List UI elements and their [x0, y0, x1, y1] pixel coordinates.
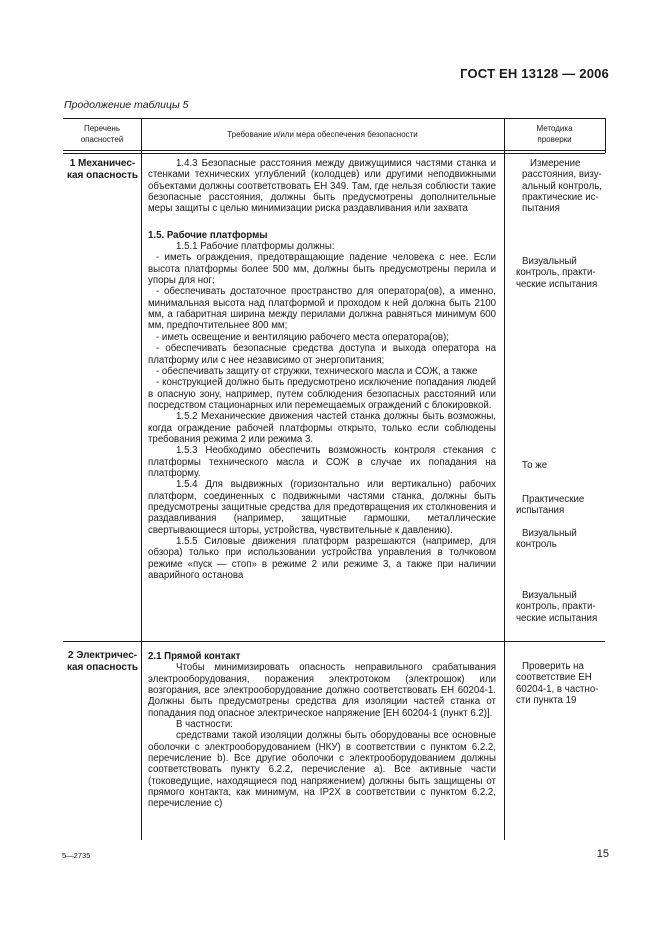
requirement-bullet: - конструкцией должно быть предусмотрено исключение попадания людей в опасную зону, например, путем соблюдения безопасных расстояний или посредством стационарных или перемещаемых ограждений с блокировкой.: [148, 377, 496, 411]
column-divider: [141, 118, 142, 840]
requirement-bullet: - иметь ограждения, предотвращающие падение человека с нее. Если высота платформы более 500 мм, должны быть предусмотрены перила и упоры для ног;: [148, 252, 496, 287]
hazard-line: 1 Механичес-: [69, 158, 136, 169]
method-line: ческие испытания: [516, 278, 598, 290]
electrical-paragraph: В частности:: [176, 719, 233, 731]
clause-1-5-3: 1.5.3 Необходимо обеспечить возможность контроля стекания с платформы технического масла и СОЖ в случае их попадания на платформу.: [148, 445, 496, 479]
method-line: контроль, практи-: [516, 267, 596, 279]
method-line: пытания: [522, 203, 560, 215]
clause-1-5-5: 1.5.5 Силовые движения платформ разрешаются (например, для обзора) только при использовании устройства управления в толчковом режиме «пуск — стоп» в режиме 2 или режиме 3, а также при наличии аварийного останова: [148, 536, 496, 582]
method-line: контроль: [516, 539, 557, 551]
row-separator: [63, 153, 605, 154]
method-line: расстояния, визу-: [522, 169, 602, 181]
requirements-mechanical: [148, 158, 496, 581]
hazard-line: 2 Электричес-: [67, 650, 138, 661]
column-header-hazards: [63, 123, 141, 145]
column-header-line: Перечень: [83, 124, 121, 133]
method-line: Измерение: [530, 158, 581, 169]
method-line: испытания: [516, 505, 565, 517]
hazard-electrical: [64, 650, 141, 673]
method-cell: [516, 661, 598, 706]
method-line: контроль, практи-: [516, 601, 596, 613]
method-line: Визуальный: [522, 256, 577, 267]
column-header-line: Методика: [536, 124, 573, 133]
table-continuation-caption: Продолжение таблицы 5: [64, 99, 189, 111]
header-bottom-border: [63, 150, 605, 151]
clause-1-5-4: 1.5.4 Для выдвижных (горизонтально или вертикально) рабочих платформ, соединенных с подвижными частями станка, должны быть предусмотрены защитные средства для предотвращения их столкновения и раздавливания (например, защитные гармошки, металлические свертывающиеся шторы, устройства, чувствительные к давлению).: [148, 479, 496, 536]
page-number: 15: [596, 848, 609, 860]
hazard-line: кая опасность: [66, 661, 139, 673]
method-line: Визуальный: [522, 528, 577, 539]
method-line: практические ис-: [522, 192, 599, 204]
document-standard-header: ГОСТ ЕН 13128 — 2006: [460, 66, 609, 81]
requirement-bullet: - иметь освещение и вентиляцию рабочего места оператора(ов);: [156, 331, 449, 343]
method-line: альный контроль,: [522, 180, 602, 192]
method-cell: [516, 590, 597, 624]
method-cell: [516, 256, 597, 290]
method-cell: [516, 494, 584, 517]
requirement-bullet: - обеспечивать достаточное пространство для оператора(ов), а именно, минимальная высота над платформой и проходом к ней должна быть 2100 мм, а габаритная ширина между перилами должна равняться минимум 600 мм, предпочтительнее 800 мм;: [148, 286, 496, 332]
method-line: То же: [522, 460, 548, 471]
method-line: сти пункта 19: [516, 695, 577, 707]
method-cell: [522, 158, 602, 215]
table-top-border: [63, 118, 605, 119]
method-cell: [516, 528, 577, 551]
hazard-line: кая опасность: [66, 169, 139, 181]
section-heading-platforms: 1.5. Рабочие платформы: [148, 229, 268, 241]
electrical-paragraph: Чтобы минимизировать опасность неправильного срабатывания электрооборудования, поражения электротоком (электрошок) или возгорания, все электрооборудование должно соответствовать ЕН 60204-1. Должны быть предусмотрены средства для изоляции частей станка от попадания под опасное электрическое напряжение [ЕН 60204-1 (пункт 6.2)].: [148, 662, 496, 719]
column-header-method: [504, 123, 605, 145]
method-line: соответствие ЕН: [516, 672, 592, 684]
method-line: Практические: [522, 494, 585, 505]
column-divider: [504, 118, 505, 840]
method-line: ческие испытания: [516, 612, 598, 624]
section-heading-direct-contact: 2.1 Прямой контакт: [148, 651, 241, 662]
table-right-border: [605, 118, 606, 153]
column-header-requirements: Требование и/или мера обеспечения безопасности: [227, 130, 418, 139]
column-header-line: проверки: [537, 135, 572, 144]
method-line: Визуальный: [522, 590, 577, 601]
requirement-bullet: - обеспечивать безопасные средства доступа и выхода оператора на платформу или с нее независимо от энергопитания;: [148, 343, 496, 366]
method-cell: [522, 460, 547, 471]
method-line: 60204-1, в частно-: [516, 683, 599, 695]
print-order-code: 5—2735: [62, 851, 91, 860]
clause-1-4-3: 1.4.3 Безопасные расстояния между движущимися частями станка и стенками технических углублений (колодцев) или другими неподвижными объектами должны соответствовать ЕН 349. Там, где нельзя соблюсти такие безопасные расстояния, должны быть предусмотрены дополнительные меры защиты с целью минимизации риска раздавливания или захвата: [148, 158, 496, 215]
requirements-electrical: [148, 651, 496, 810]
clause-1-5-2: 1.5.2 Механические движения частей станка должны быть возможны, когда ограждение рабочей платформы открыто, только если соблюдены требования режима 2 или режима 3.: [148, 411, 496, 445]
method-line: Проверить на: [522, 661, 584, 672]
requirement-bullet: - обеспечивать защиту от стружки, технического масла и СОЖ, а также: [156, 365, 478, 377]
electrical-paragraph: средствами такой изоляции должны быть оборудованы все основные оболочки с электрооборудованием (НКУ) в соответствии с пунктом 6.2.2, перечисление b). Все другие оболочки с электрооборудованием должны соответствовать пункту 6.2.2, перечисление a). Все активные части (токоведущие, находящиеся под напряжением) должны быть защищены от прямого контакта, как минимум, на IP2X в соответствии с пунктом 6.2.2, перечисление c): [148, 730, 496, 810]
row-separator: [63, 641, 605, 642]
column-header-line: опасностей: [80, 135, 124, 144]
clause-1-5-1: 1.5.1 Рабочие платформы должны:: [176, 241, 335, 253]
hazard-mechanical: [64, 158, 141, 181]
